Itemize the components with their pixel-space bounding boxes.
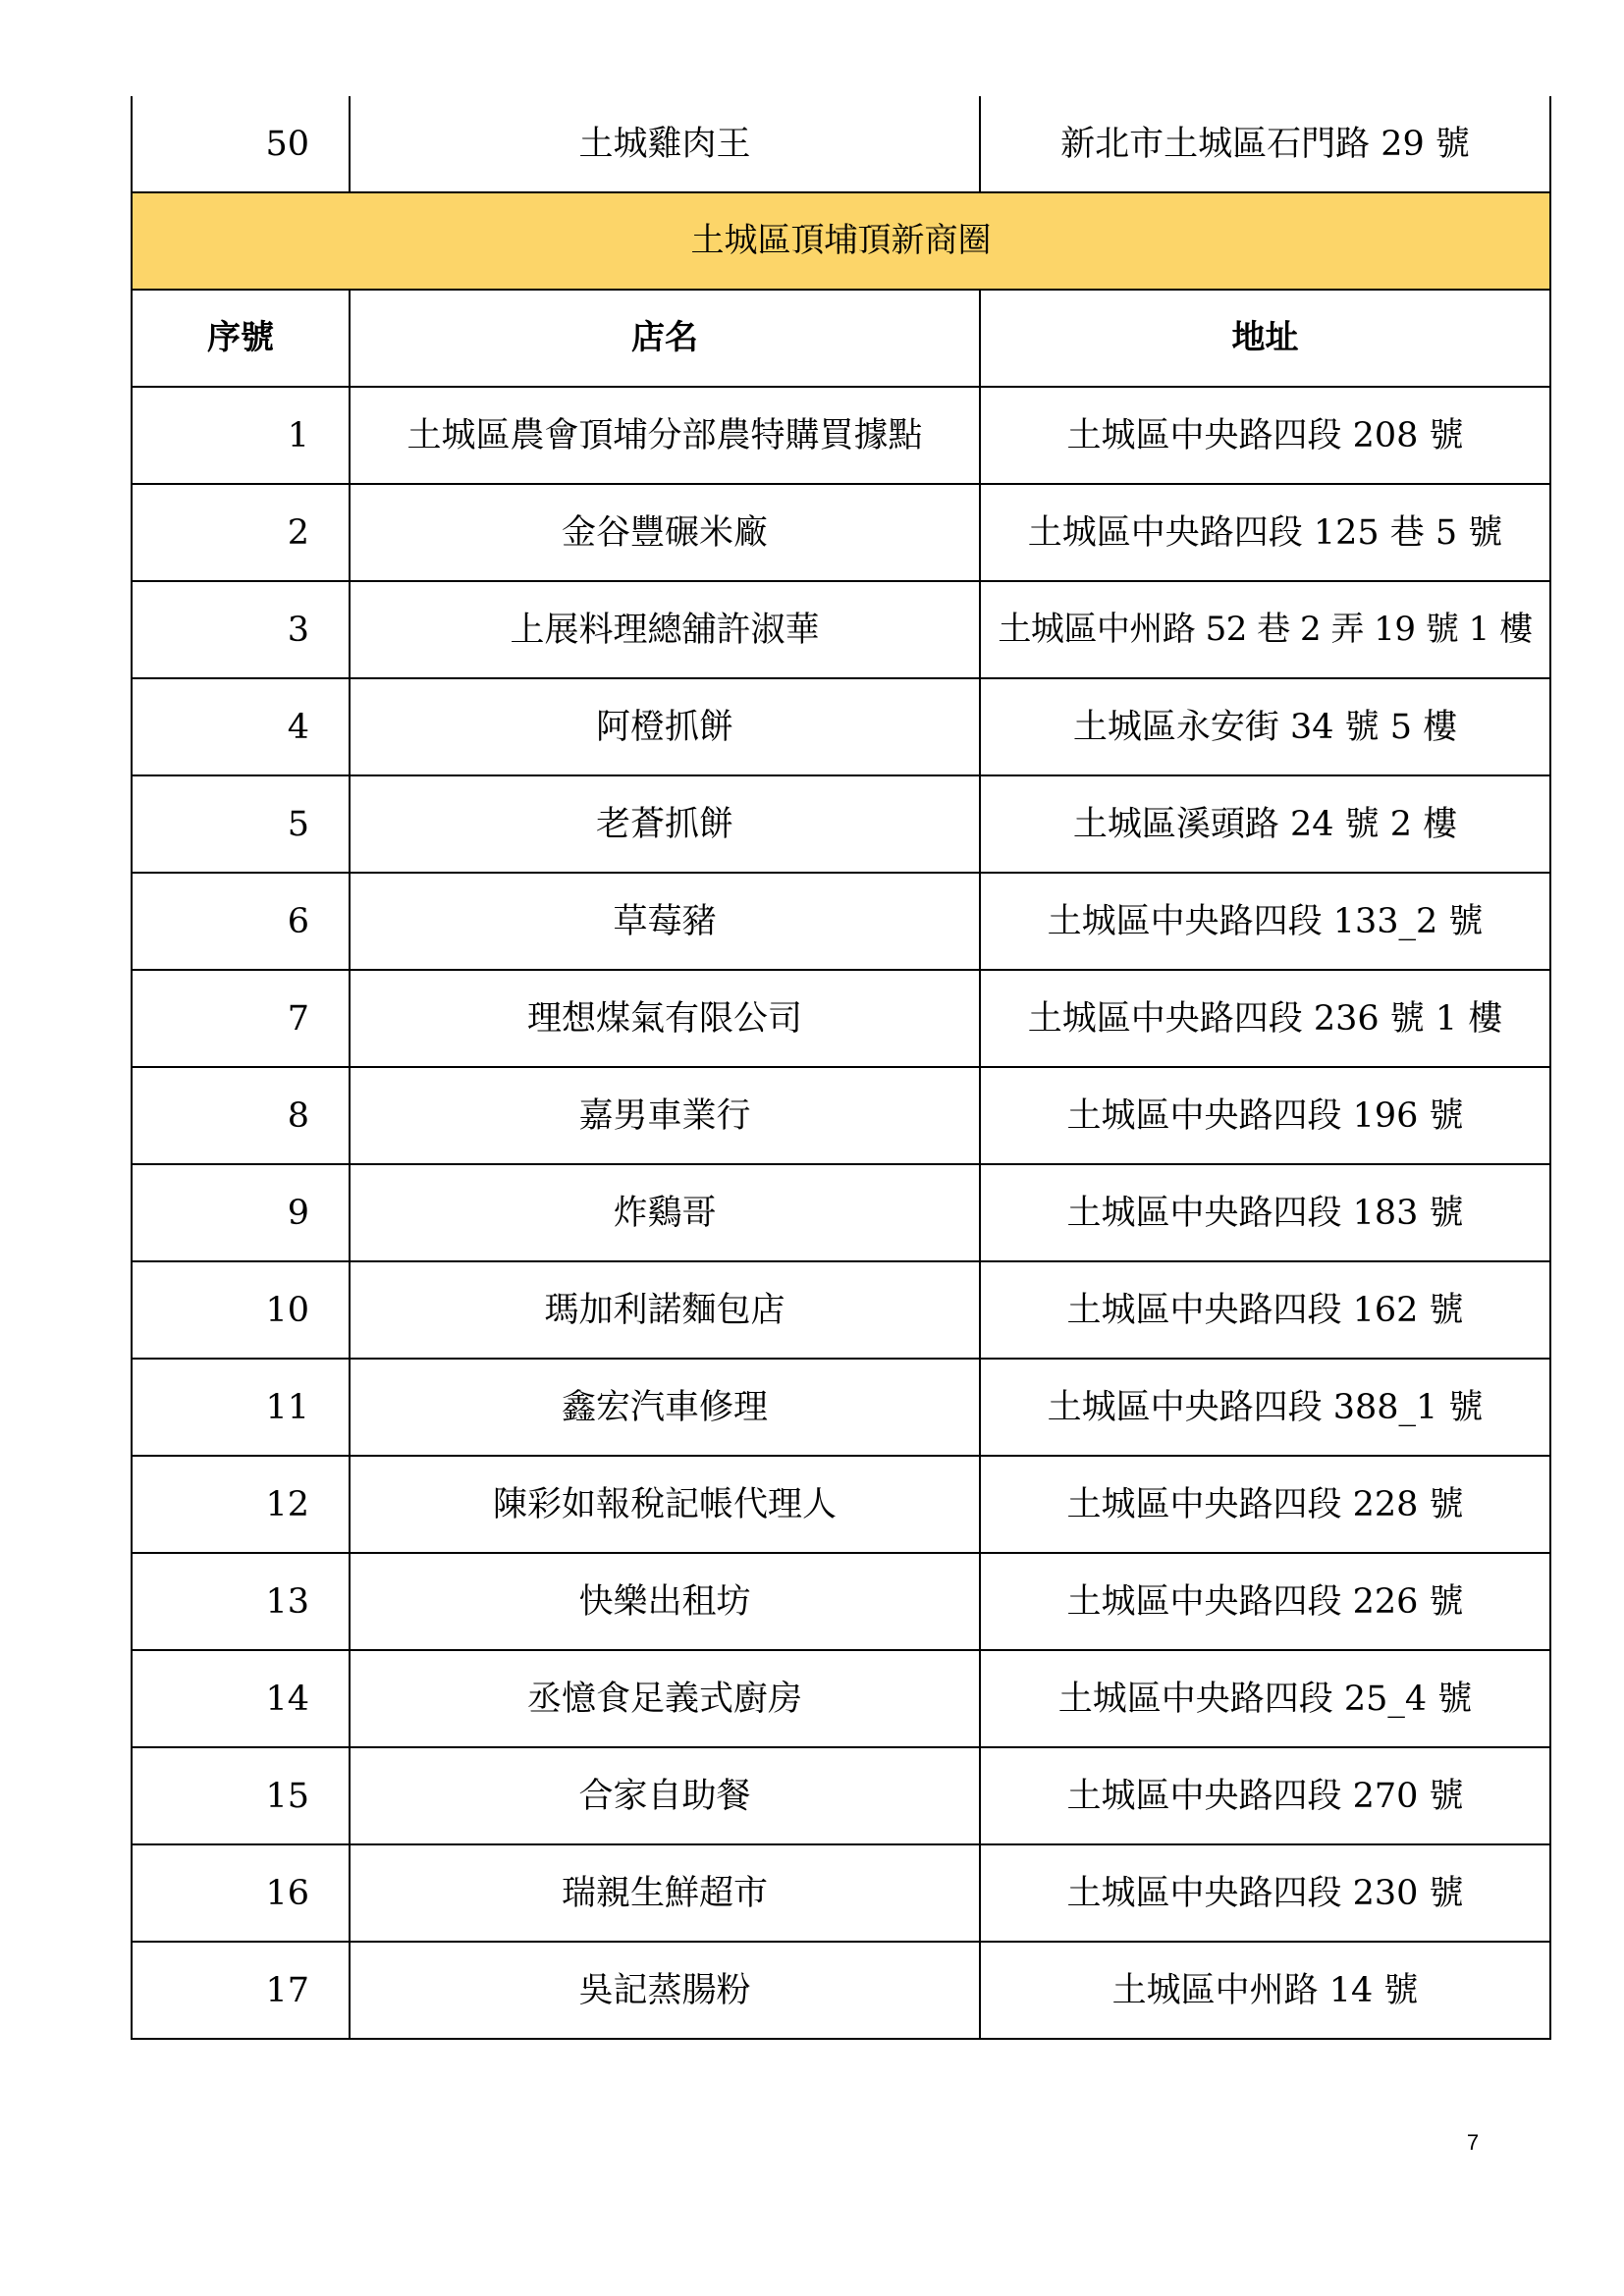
store-address: 土城區中州路 14 號 <box>980 1942 1550 2039</box>
store-name: 金谷豐碾米廠 <box>350 484 980 581</box>
store-address: 土城區中央路四段 196 號 <box>980 1067 1550 1164</box>
store-address: 土城區中央路四段 133_2 號 <box>980 873 1550 970</box>
row-number: 1 <box>132 387 350 484</box>
store-name: 瑪加利諾麵包店 <box>350 1261 980 1359</box>
table-row <box>132 484 1550 581</box>
store-address: 土城區中央路四段 162 號 <box>980 1261 1550 1359</box>
store-name: 土城區農會頂埔分部農特購買據點 <box>350 387 980 484</box>
store-address: 土城區永安街 34 號 5 樓 <box>980 678 1550 775</box>
row-number: 8 <box>132 1067 350 1164</box>
table-row <box>132 1650 1550 1747</box>
store-address: 土城區中央路四段 230 號 <box>980 1844 1550 1942</box>
row-number: 3 <box>132 581 350 678</box>
row-number: 14 <box>132 1650 350 1747</box>
row-number: 6 <box>132 873 350 970</box>
row-number: 2 <box>132 484 350 581</box>
store-address: 土城區中央路四段 208 號 <box>980 387 1550 484</box>
store-name: 草莓豬 <box>350 873 980 970</box>
store-address: 土城區中央路四段 226 號 <box>980 1553 1550 1650</box>
table-row <box>132 96 1550 192</box>
table-row <box>132 1942 1550 2039</box>
store-name: 上展料理總舖許淑華 <box>350 581 980 678</box>
store-name: 合家自助餐 <box>350 1747 980 1844</box>
row-number: 15 <box>132 1747 350 1844</box>
table-row <box>132 1261 1550 1359</box>
store-name: 理想煤氣有限公司 <box>350 970 980 1067</box>
table-row <box>132 1747 1550 1844</box>
store-name: 瑞親生鮮超市 <box>350 1844 980 1942</box>
table-row <box>132 1359 1550 1456</box>
store-address: 土城區中央路四段 183 號 <box>980 1164 1550 1261</box>
row-number: 4 <box>132 678 350 775</box>
column-header-name: 店名 <box>350 290 980 387</box>
table-row <box>132 1844 1550 1942</box>
column-header-address: 地址 <box>980 290 1550 387</box>
store-address: 土城區中央路四段 236 號 1 樓 <box>980 970 1550 1067</box>
store-address: 土城區中央路四段 270 號 <box>980 1747 1550 1844</box>
row-number: 5 <box>132 775 350 873</box>
table-row <box>132 1553 1550 1650</box>
store-name: 炸鷄哥 <box>350 1164 980 1261</box>
row-number: 50 <box>132 96 350 192</box>
table-row <box>132 678 1550 775</box>
section-title: 土城區頂埔頂新商圈 <box>132 192 1550 290</box>
row-number: 10 <box>132 1261 350 1359</box>
row-number: 16 <box>132 1844 350 1942</box>
row-number: 12 <box>132 1456 350 1553</box>
store-name: 老蒼抓餅 <box>350 775 980 873</box>
store-name: 陳彩如報稅記帳代理人 <box>350 1456 980 1553</box>
section-header-row <box>132 192 1550 290</box>
row-number: 9 <box>132 1164 350 1261</box>
page-number: 7 <box>1466 2130 1480 2155</box>
table-row <box>132 581 1550 678</box>
table-row <box>132 1164 1550 1261</box>
store-name: 快樂出租坊 <box>350 1553 980 1650</box>
store-name: 土城雞肉王 <box>350 96 980 192</box>
store-address: 土城區中央路四段 25_4 號 <box>980 1650 1550 1747</box>
table-row <box>132 387 1550 484</box>
store-name: 阿橙抓餅 <box>350 678 980 775</box>
row-number: 11 <box>132 1359 350 1456</box>
table-row <box>132 1067 1550 1164</box>
store-name: 嘉男車業行 <box>350 1067 980 1164</box>
column-header-row <box>132 290 1550 387</box>
store-address: 土城區中央路四段 125 巷 5 號 <box>980 484 1550 581</box>
store-address: 土城區中央路四段 388_1 號 <box>980 1359 1550 1456</box>
store-name: 鑫宏汽車修理 <box>350 1359 980 1456</box>
row-number: 7 <box>132 970 350 1067</box>
store-address: 土城區溪頭路 24 號 2 樓 <box>980 775 1550 873</box>
table-row <box>132 970 1550 1067</box>
store-name: 吳記蒸腸粉 <box>350 1942 980 2039</box>
store-list-table <box>131 96 1551 2040</box>
row-number: 13 <box>132 1553 350 1650</box>
store-address: 土城區中央路四段 228 號 <box>980 1456 1550 1553</box>
store-address: 土城區中州路 52 巷 2 弄 19 號 1 樓 <box>980 581 1550 678</box>
table-row <box>132 775 1550 873</box>
store-address: 新北市土城區石門路 29 號 <box>980 96 1550 192</box>
store-name: 丞憶食足義式廚房 <box>350 1650 980 1747</box>
column-header-no: 序號 <box>132 290 350 387</box>
table-row <box>132 873 1550 970</box>
row-number: 17 <box>132 1942 350 2039</box>
table-row <box>132 1456 1550 1553</box>
